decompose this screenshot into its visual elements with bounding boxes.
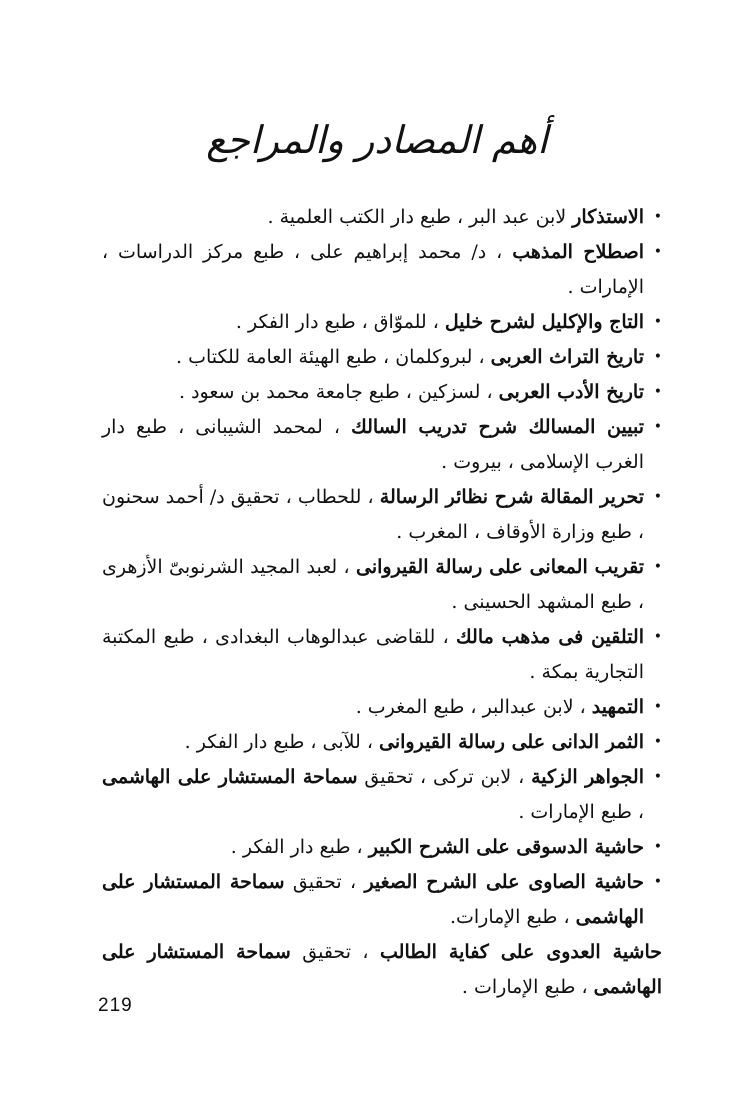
entry-details: ، للموّاق ، طبع دار الفكر .	[235, 311, 445, 333]
entry-details-end: ، طبع الإمارات.	[449, 906, 576, 928]
entry-details: ، للقاضى عبدالوهاب البغدادى ، طبع المكتبة التجارية بمكة .	[102, 626, 644, 683]
entry-details: ، لابن عبدالبر ، طبع المغرب .	[355, 696, 592, 718]
list-item	[102, 375, 662, 410]
list-item	[102, 725, 662, 760]
entry-details: ، تحقيق	[290, 941, 381, 963]
entry-editor: سماحة المستشار على الهاشمى	[102, 766, 358, 788]
list-item	[102, 865, 662, 935]
bullet-icon: •	[653, 699, 662, 715]
bullet-icon: •	[653, 769, 662, 785]
entry-title: التمهيد	[591, 696, 644, 718]
bullet-icon: •	[653, 839, 662, 855]
bullet-icon: •	[653, 314, 662, 330]
list-item	[102, 200, 662, 235]
bullet-icon: •	[653, 349, 662, 365]
entry-details: ، لابن تركى ، تحقيق	[357, 766, 532, 788]
bullet-icon: •	[653, 559, 662, 575]
entry-title: الجواهر الزكية	[531, 766, 645, 788]
list-item	[102, 340, 662, 375]
bullet-icon: •	[653, 629, 662, 645]
entry-details: ، تحقيق	[284, 871, 365, 893]
entry-title: تقريب المعانى على رسالة القيروانى	[356, 556, 644, 578]
bullet-icon: •	[653, 244, 662, 260]
entry-details-end: ، طبع الإمارات .	[461, 976, 594, 998]
entry-editor: سماحة المستشار على الهاشمى	[102, 871, 644, 928]
list-item	[102, 620, 662, 690]
page-title: أهم المصادر والمراجع	[206, 118, 548, 162]
list-item	[102, 480, 662, 550]
list-item	[102, 235, 662, 305]
list-item	[102, 760, 662, 830]
entry-title: حاشية الدسوقى على الشرح الكبير	[368, 836, 644, 858]
entry-title: حاشية العدوى على كفاية الطالب	[380, 941, 663, 963]
entry-title: تحرير المقالة شرح نظائر الرسالة	[379, 486, 644, 508]
entry-title: تاريخ الأدب العربى	[498, 381, 644, 403]
references-list	[102, 200, 662, 1005]
page-number: 219	[98, 995, 133, 1016]
list-item	[102, 690, 662, 725]
bullet-icon: •	[653, 874, 662, 890]
bullet-icon: •	[653, 489, 662, 505]
list-item	[102, 410, 662, 480]
entry-editor: سماحة المستشار على الهاشمى	[102, 941, 662, 998]
list-item	[102, 935, 662, 1005]
entry-details: لابن عبد البر ، طبع دار الكتب العلمية .	[267, 206, 573, 228]
bullet-icon: •	[653, 384, 662, 400]
entry-title: تبيين المسالك شرح تدريب السالك	[351, 416, 644, 438]
bullet-icon: •	[653, 419, 662, 435]
entry-details: ، لمحمد الشيبانى ، طبع دار الغرب الإسلامى ، بيروت .	[102, 416, 644, 473]
entry-details: ، لسزكين ، طبع جامعة محمد بن سعود .	[178, 381, 499, 403]
list-item	[102, 550, 662, 620]
entry-details: ، لعبد المجيد الشرنوبىّ الأزهرى ، طبع المشهد الحسينى .	[102, 556, 644, 613]
list-item	[102, 830, 662, 865]
list-item	[102, 305, 662, 340]
entry-title: الثمر الدانى على رسالة القيروانى	[379, 731, 644, 753]
bullet-icon: •	[653, 209, 662, 225]
entry-title: تاريخ التراث العربى	[490, 346, 644, 368]
entry-title: التلقين فى مذهب مالك	[456, 626, 644, 648]
entry-title: التاج والإكليل لشرح خليل	[444, 311, 644, 333]
entry-title: اصطلاح المذهب	[512, 241, 644, 263]
entry-details: ، للآبى ، طبع دار الفكر .	[184, 731, 380, 753]
entry-details: ، د/ محمد إبراهيم على ، طبع مركز الدراسات ، الإمارات .	[102, 241, 644, 298]
bullet-icon: •	[653, 734, 662, 750]
entry-details: ، للحطاب ، تحقيق د/ أحمد سحنون ، طبع وزارة الأوقاف ، المغرب .	[102, 486, 644, 543]
entry-details: ، لبروكلمان ، طبع الهيئة العامة للكتاب .	[175, 346, 491, 368]
entry-title: الاستذكار	[572, 206, 644, 228]
entry-details: ، طبع دار الفكر .	[230, 836, 369, 858]
entry-title: حاشية الصاوى على الشرح الصغير	[364, 871, 645, 893]
entry-details-end: ، طبع الإمارات .	[518, 801, 644, 823]
